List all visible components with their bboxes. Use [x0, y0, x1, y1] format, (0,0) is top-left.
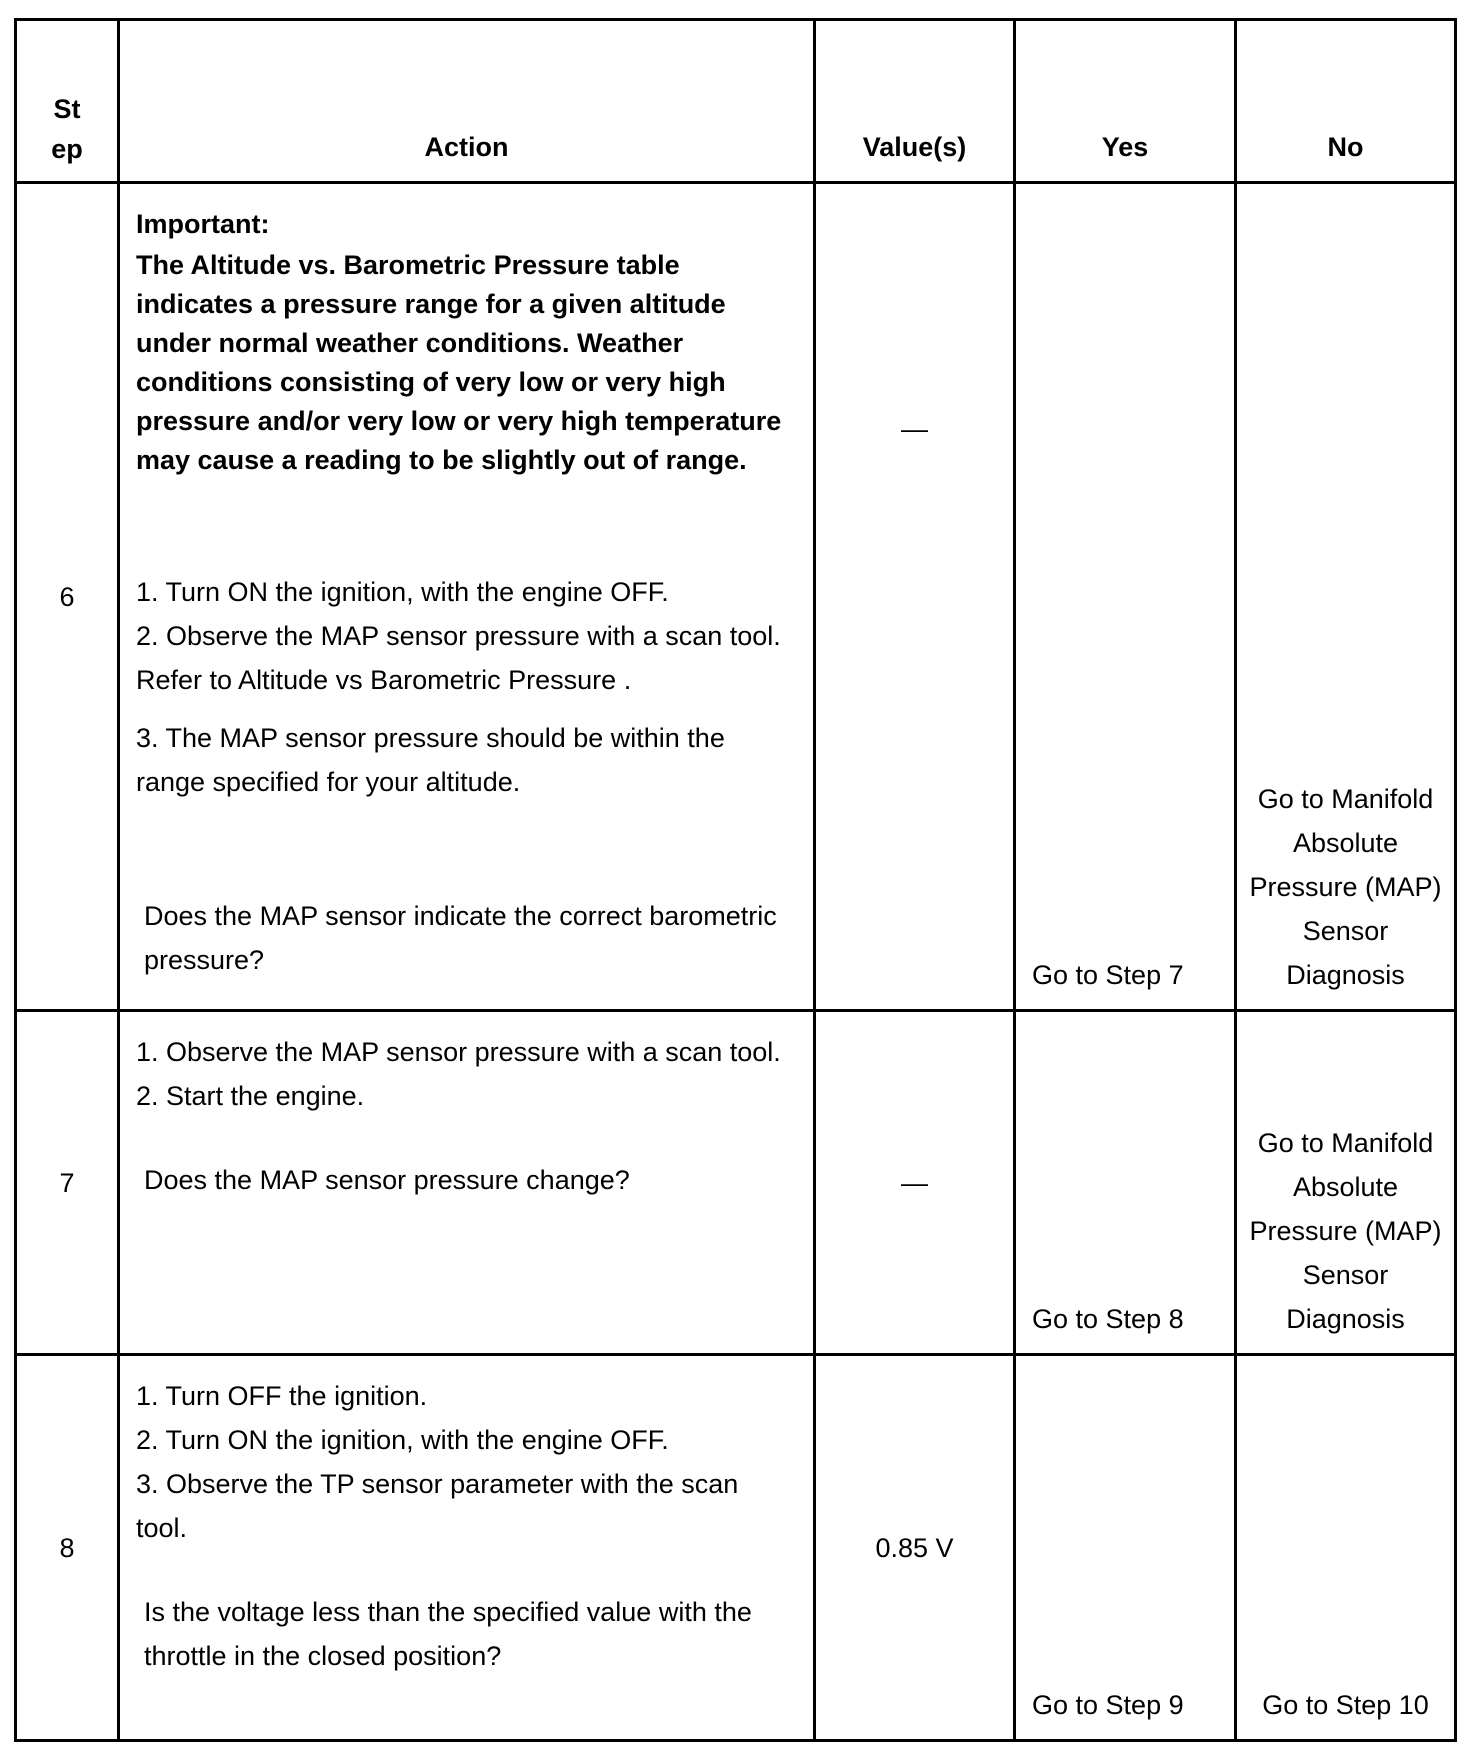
- action-step: 3. The MAP sensor pressure should be within the range specified for your altitude.: [136, 723, 725, 797]
- value-text: —: [901, 413, 928, 444]
- yes-link[interactable]: Go to Step 9: [1032, 1690, 1184, 1720]
- step-number: 7: [16, 1011, 119, 1355]
- values-header: Value(s): [815, 20, 1015, 183]
- action-question: Does the MAP sensor pressure change?: [144, 1165, 630, 1195]
- yes-link[interactable]: Go to Step 8: [1032, 1304, 1184, 1334]
- value-text: 0.85 V: [875, 1532, 954, 1563]
- value-text: —: [901, 1167, 928, 1198]
- action-step: 1. Observe the MAP sensor pressure with a scan tool.: [136, 1037, 781, 1067]
- important-title: Important:: [136, 209, 270, 239]
- step-number: 6: [16, 183, 119, 1011]
- no-cell: [1236, 1011, 1456, 1355]
- action-step: 2. Start the engine.: [136, 1081, 365, 1111]
- action-step: 1. Turn OFF the ignition.: [136, 1381, 428, 1411]
- action-question: Does the MAP sensor indicate the correct barometric pressure?: [144, 901, 777, 975]
- yes-link[interactable]: Go to Step 7: [1032, 960, 1184, 990]
- table-row: [16, 183, 1456, 1011]
- action-header: Action: [119, 20, 815, 183]
- no-link[interactable]: Go to Manifold Absolute Pressure (MAP) Sensor Diagnosis: [1249, 1128, 1442, 1334]
- header-row: [16, 20, 1456, 183]
- yes-cell: [1015, 183, 1236, 1011]
- no-link[interactable]: Go to Manifold Absolute Pressure (MAP) Sensor Diagnosis: [1249, 784, 1442, 990]
- diagnostic-table: [14, 18, 1457, 1742]
- no-link[interactable]: Go to Step 10: [1262, 1690, 1429, 1720]
- yes-header: Yes: [1015, 20, 1236, 183]
- value-cell: [815, 183, 1015, 1011]
- action-question: Is the voltage less than the specified value with the throttle in the closed position?: [144, 1597, 752, 1671]
- action-cell: [119, 183, 815, 1011]
- step-number: 8: [16, 1355, 119, 1741]
- no-header: No: [1236, 20, 1456, 183]
- table-row: [16, 1011, 1456, 1355]
- table-row: [16, 1355, 1456, 1741]
- action-cell: [119, 1011, 815, 1355]
- no-cell: [1236, 1355, 1456, 1741]
- yes-cell: [1015, 1011, 1236, 1355]
- step-header-line1: St: [53, 94, 81, 124]
- value-cell: [815, 1011, 1015, 1355]
- value-cell: [815, 1355, 1015, 1741]
- no-cell: [1236, 183, 1456, 1011]
- action-step: 2. Turn ON the ignition, with the engine OFF.: [136, 1425, 669, 1455]
- step-header: [16, 20, 119, 183]
- action-step: 1. Turn ON the ignition, with the engine OFF.: [136, 577, 669, 607]
- step-header-line2: ep: [51, 134, 83, 164]
- action-step: 3. Observe the TP sensor parameter with the scan tool.: [136, 1469, 739, 1543]
- action-cell: [119, 1355, 815, 1741]
- action-step: 2. Observe the MAP sensor pressure with a scan tool. Refer to Altitude vs Barometric Pressure .: [136, 621, 781, 695]
- yes-cell: [1015, 1355, 1236, 1741]
- important-note: The Altitude vs. Barometric Pressure table indicates a pressure range for a given altitude under normal weather conditions. Weather conditions consisting of very low or very high pressure and/or very low or very high temperature may cause a reading to be slightly out of range.: [136, 250, 782, 475]
